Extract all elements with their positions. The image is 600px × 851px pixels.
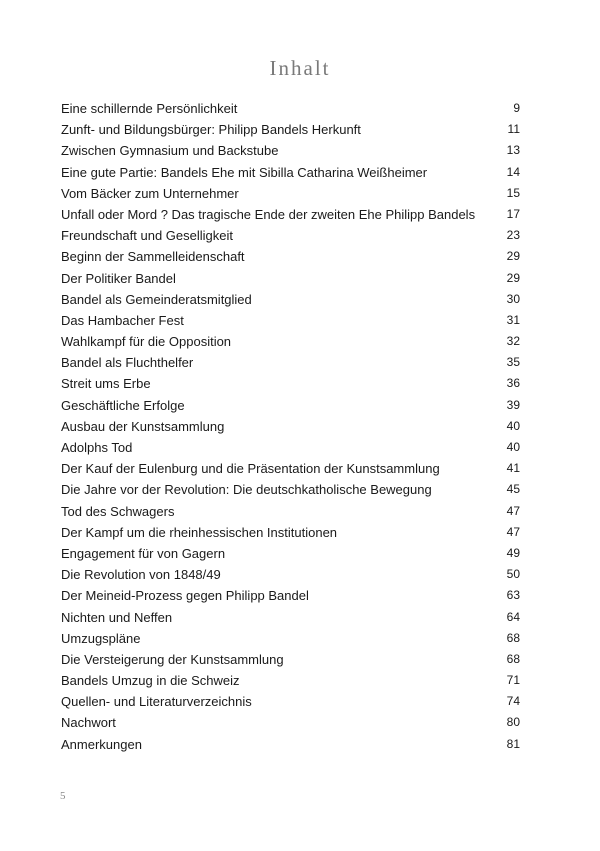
toc-entry-page: 80 xyxy=(506,715,520,730)
toc-entry xyxy=(61,310,520,331)
toc-entry-page: 63 xyxy=(506,588,520,603)
toc-entry xyxy=(61,649,520,670)
page-title: Inhalt xyxy=(269,56,331,80)
toc-entry xyxy=(61,289,520,310)
toc-entry-title: Wahlkampf für die Opposition xyxy=(61,334,232,350)
toc-entry-title: Quellen- und Literaturverzeichnis xyxy=(61,694,252,710)
toc-entry-page: 9 xyxy=(513,101,520,115)
toc-entry-page: 50 xyxy=(506,567,520,582)
toc-entry xyxy=(61,140,520,161)
toc-entry xyxy=(61,246,520,267)
toc-entry-title: Engagement für von Gagern xyxy=(61,545,226,561)
toc-entry xyxy=(61,607,520,628)
toc-entry-page: 47 xyxy=(506,524,520,539)
toc-entry-title: Adolphs Tod xyxy=(61,440,133,455)
toc-entry-title: Die Jahre vor der Revolution: Die deutschkatholische Bewegung xyxy=(61,482,432,498)
toc-entry-title: Anmerkungen xyxy=(61,736,142,752)
toc-entry-page: 35 xyxy=(506,355,520,370)
toc-entry-page: 47 xyxy=(506,503,520,518)
toc-entry-page: 30 xyxy=(506,291,520,306)
toc-entry-title: Der Kauf der Eulenburg und die Präsentation der Kunstsammlung xyxy=(61,461,440,477)
toc-entry-title: Bandel als Gemeinderatsmitglied xyxy=(61,291,252,307)
toc-entry-title: Bandel als Fluchthelfer xyxy=(61,355,194,371)
toc-entry xyxy=(61,734,520,755)
toc-entry xyxy=(61,119,520,140)
toc-entry xyxy=(61,437,520,458)
toc-entry-page: 29 xyxy=(506,270,520,285)
toc-entry-title: Der Meineid-Prozess gegen Philipp Bandel xyxy=(61,588,309,604)
toc-entry-page: 15 xyxy=(506,185,520,200)
toc-entry-page: 29 xyxy=(506,249,520,264)
toc-entry-title: Streit ums Erbe xyxy=(61,376,151,392)
toc-entry xyxy=(61,373,520,394)
toc-entry-page: 68 xyxy=(506,651,520,666)
toc-entry-title: Unfall oder Mord ? Das tragische Ende der zweiten Ehe Philipp Bandels xyxy=(61,206,476,222)
toc-entry xyxy=(61,585,520,606)
toc-entry-title: Zwischen Gymnasium und Backstube xyxy=(61,143,279,159)
toc-entry-page: 13 xyxy=(506,143,520,158)
table-of-contents xyxy=(61,98,520,755)
toc-entry-page: 11 xyxy=(507,122,520,137)
toc-entry-title: Das Hambacher Fest xyxy=(61,312,184,328)
toc-entry-page: 71 xyxy=(506,673,520,688)
toc-entry-page: 31 xyxy=(506,312,520,327)
toc-entry-page: 41 xyxy=(506,461,520,476)
toc-entry xyxy=(61,162,520,183)
toc-entry xyxy=(61,395,520,416)
toc-entry-page: 17 xyxy=(506,206,520,221)
toc-entry xyxy=(61,268,520,289)
toc-entry xyxy=(61,331,520,352)
toc-entry-title: Die Revolution von 1848/49 xyxy=(61,567,221,583)
toc-entry-title: Der Politiker Bandel xyxy=(61,270,176,286)
toc-entry-title: Eine schillernde Persönlichkeit xyxy=(61,101,238,116)
toc-entry-page: 64 xyxy=(506,609,520,624)
toc-entry-title: Tod des Schwagers xyxy=(61,503,175,519)
toc-entry-title: Ausbau der Kunstsammlung xyxy=(61,418,225,434)
toc-entry-page: 49 xyxy=(506,545,520,560)
toc-entry-page: 36 xyxy=(506,376,520,391)
toc-entry-title: Umzugspläne xyxy=(61,630,141,646)
toc-entry-page: 40 xyxy=(506,418,520,433)
toc-entry-title: Nichten und Neffen xyxy=(61,609,173,625)
toc-entry-page: 81 xyxy=(506,736,520,751)
toc-entry-page: 39 xyxy=(506,397,520,412)
toc-entry-title: Geschäftliche Erfolge xyxy=(61,397,185,413)
toc-entry-page: 32 xyxy=(506,334,520,349)
toc-entry xyxy=(61,543,520,564)
toc-entry xyxy=(61,183,520,204)
toc-entry-title: Die Versteigerung der Kunstsammlung xyxy=(61,651,284,667)
toc-entry xyxy=(61,501,520,522)
toc-entry-title: Freundschaft und Geselligkeit xyxy=(61,228,233,244)
toc-entry-title: Vom Bäcker zum Unternehmer xyxy=(61,185,239,201)
toc-entry-page: 23 xyxy=(506,228,520,243)
toc-entry-title: Nachwort xyxy=(61,715,116,731)
toc-entry xyxy=(61,352,520,373)
toc-entry-title: Zunft- und Bildungsbürger: Philipp Bandels Herkunft xyxy=(61,122,361,138)
toc-entry-page: 68 xyxy=(506,630,520,645)
toc-entry xyxy=(61,691,520,712)
toc-entry xyxy=(61,225,520,246)
toc-entry xyxy=(61,564,520,585)
toc-entry-page: 40 xyxy=(506,440,520,454)
toc-entry-title: Beginn der Sammelleidenschaft xyxy=(61,249,245,265)
toc-entry xyxy=(61,670,520,691)
toc-entry-title: Eine gute Partie: Bandels Ehe mit Sibilla Catharina Weißheimer xyxy=(61,164,428,180)
toc-entry-title: Bandels Umzug in die Schweiz xyxy=(61,673,240,689)
toc-entry xyxy=(61,628,520,649)
toc-entry xyxy=(61,204,520,225)
toc-entry xyxy=(61,98,520,119)
toc-entry-title: Der Kampf um die rheinhessischen Institutionen xyxy=(61,524,338,540)
toc-entry-page: 45 xyxy=(506,482,520,497)
toc-entry-page: 14 xyxy=(506,164,520,179)
toc-entry xyxy=(61,712,520,733)
toc-entry xyxy=(61,479,520,500)
toc-entry xyxy=(61,522,520,543)
toc-entry xyxy=(61,416,520,437)
page-number: 5 xyxy=(60,790,66,802)
toc-entry xyxy=(61,458,520,479)
toc-entry-page: 74 xyxy=(506,694,520,709)
